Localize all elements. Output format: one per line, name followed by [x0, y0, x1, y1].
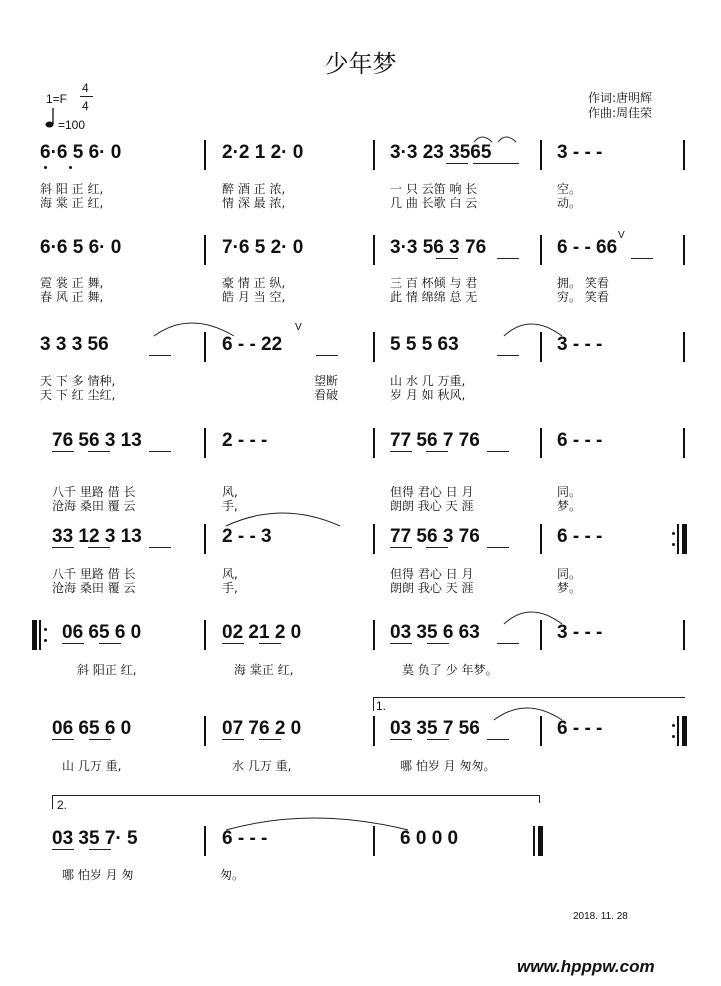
- measure-notes: 77 56 3 76: [390, 526, 480, 547]
- composer-credit: 作曲:周佳荣: [588, 106, 653, 120]
- lyric-line: 手,: [222, 581, 238, 595]
- lyric-line: 同。: [557, 567, 582, 581]
- measure-notes: 3 - - -: [557, 334, 603, 355]
- lyric-line: 山 几万 重,: [62, 759, 122, 773]
- measure-notes: 06 65 6 0: [52, 718, 132, 739]
- measure-notes: 3 3 3 56: [40, 334, 109, 355]
- lyric-line: 山 水 几 万重,: [390, 374, 466, 388]
- barline: [540, 524, 542, 554]
- lyric-line: 梦。: [557, 581, 582, 595]
- barline: [683, 140, 685, 170]
- measure-notes: 3·3 56 3 76: [390, 237, 487, 258]
- second-ending-label: 2.: [57, 798, 68, 812]
- measure-notes: 6 - - -: [557, 526, 603, 547]
- lyric-line: 动。: [557, 196, 582, 210]
- lyric-line: 一 只 云笛 响 长: [390, 182, 478, 196]
- repeat-end-barline: [682, 716, 687, 746]
- barline: [204, 428, 206, 458]
- lyric-line: 春 风 正 舞,: [40, 290, 104, 304]
- lyric-line: 梦。: [557, 499, 582, 513]
- measure-notes: 3 - - -: [557, 622, 603, 643]
- first-ending-label: 1.: [376, 699, 387, 713]
- time-signature-bottom: 4: [82, 99, 89, 113]
- barline: [373, 140, 375, 170]
- measure-notes: 5 5 5 63: [390, 334, 459, 355]
- measure-notes: 2·2 1 2· 0: [222, 142, 304, 163]
- lyric-line: 岁 月 如 秋风,: [390, 388, 466, 402]
- measure-notes: 33 12 3 13: [52, 526, 142, 547]
- lyric-line: 此 情 绵绵 总 无: [390, 290, 478, 304]
- lyric-line: 风,: [222, 485, 238, 499]
- barline: [204, 716, 206, 746]
- tie: [222, 506, 352, 528]
- barline: [683, 235, 685, 265]
- lyric-line: 望断: [314, 374, 339, 388]
- barline: [373, 428, 375, 458]
- measure-notes: 6 - - -: [222, 828, 268, 849]
- measure-notes: 2 - - -: [222, 430, 268, 451]
- measure-notes: 6 - - -: [557, 718, 603, 739]
- lyric-line: 豪 情 正 纵,: [222, 276, 286, 290]
- barline: [373, 332, 375, 362]
- barline: [204, 524, 206, 554]
- measure-notes: 3 - - -: [557, 142, 603, 163]
- lyricist-credit: 作词:唐明辉: [588, 91, 653, 105]
- slur: [470, 130, 530, 144]
- repeat-end-barline: [682, 524, 687, 554]
- lyric-line: 天 下 多 情种,: [40, 374, 116, 388]
- time-signature-top: 4: [82, 81, 89, 95]
- lyric-line: 海 棠 正 红,: [40, 196, 104, 210]
- barline: [677, 716, 679, 746]
- breath-mark: V: [295, 322, 302, 333]
- barline: [540, 140, 542, 170]
- measure-notes: 07 76 2 0: [222, 718, 302, 739]
- measure-notes: 77 56 7 76: [390, 430, 480, 451]
- measure-notes: 06 65 6 0: [62, 622, 142, 643]
- key-signature: 1=F: [46, 92, 68, 106]
- lyric-line: 但得 君心 日 月: [390, 567, 474, 581]
- lyric-line: 穷。 笑看: [557, 290, 609, 304]
- date-stamp: 2018. 11. 28: [573, 911, 628, 922]
- lyric-line: 拥。 笑看: [557, 276, 609, 290]
- repeat-start-barline: [32, 620, 37, 650]
- measure-notes: 6 - - 22: [222, 334, 283, 355]
- lyric-line: 斜 阳 正 红,: [40, 182, 104, 196]
- lyric-line: 水 几万 重,: [232, 759, 292, 773]
- barline: [373, 716, 375, 746]
- first-ending-bracket: [373, 697, 685, 698]
- second-ending-bracket: [52, 795, 540, 796]
- lyric-line: 斜 阳正 红,: [77, 663, 137, 677]
- lyric-line: 情 深 最 浓,: [222, 196, 286, 210]
- barline: [373, 524, 375, 554]
- lyric-line: 风,: [222, 567, 238, 581]
- barline: [204, 140, 206, 170]
- lyric-line: 空。: [557, 182, 582, 196]
- measure-notes: 3·3 23 3565: [390, 142, 492, 163]
- lyric-line: 看破: [314, 388, 339, 402]
- barline: [540, 235, 542, 265]
- barline: [533, 826, 535, 856]
- lyric-line: 几 曲 长歌 白 云: [390, 196, 478, 210]
- measure-notes: 6 0 0 0: [400, 828, 459, 849]
- watermark: www.hpppw.com: [517, 957, 655, 976]
- slur: [500, 316, 580, 338]
- measure-notes: 03 35 7· 5: [52, 828, 138, 849]
- measure-notes: 03 35 7 56: [390, 718, 480, 739]
- barline: [683, 428, 685, 458]
- tie: [222, 810, 422, 832]
- breath-mark: V: [618, 230, 625, 241]
- lyric-line: 醉 酒 正 浓,: [222, 182, 286, 196]
- slur: [490, 700, 580, 722]
- quarter-note-icon: [44, 106, 58, 130]
- barline: [677, 524, 679, 554]
- lyric-line: 天 下 红 尘红,: [40, 388, 116, 402]
- measure-notes: 76 56 3 13: [52, 430, 142, 451]
- measure-notes: 6·6 5 6· 0: [40, 142, 122, 163]
- slur: [150, 316, 250, 338]
- barline: [683, 620, 685, 650]
- lyric-line: 手,: [222, 499, 238, 513]
- barline: [683, 332, 685, 362]
- lyric-line: 朗朗 我心 天 涯: [390, 499, 474, 513]
- lyric-line: 沧海 桑田 覆 云: [52, 581, 136, 595]
- slur: [500, 604, 580, 626]
- final-barline: [538, 826, 543, 856]
- barline: [204, 620, 206, 650]
- measure-notes: 6·6 5 6· 0: [40, 237, 122, 258]
- lyric-line: 同。: [557, 485, 582, 499]
- song-title: 少年梦: [324, 50, 397, 78]
- measure-notes: 6 - - -: [557, 430, 603, 451]
- lyric-line: 皓 月 当 空,: [222, 290, 286, 304]
- lyric-line: 匆。: [220, 868, 245, 882]
- lyric-line: 霓 裳 正 舞,: [40, 276, 104, 290]
- lyric-line: 朗朗 我心 天 涯: [390, 581, 474, 595]
- measure-notes: 2 - - 3: [222, 526, 272, 547]
- barline: [373, 620, 375, 650]
- tempo-marking: =100: [58, 118, 86, 132]
- lyric-line: 沧海 桑田 覆 云: [52, 499, 136, 513]
- lyric-line: 八千 里路 借 长: [52, 485, 136, 499]
- barline: [373, 235, 375, 265]
- lyric-line: 但得 君心 日 月: [390, 485, 474, 499]
- measure-notes: 02 21 2 0: [222, 622, 302, 643]
- lyric-line: 三 百 杯倾 与 君: [390, 276, 478, 290]
- lyric-line: 莫 负了 少 年梦。: [402, 663, 498, 677]
- lyric-line: 八千 里路 借 长: [52, 567, 136, 581]
- lyric-line: 海 棠正 红,: [234, 663, 294, 677]
- barline: [204, 826, 206, 856]
- lyric-line: 哪 怕岁 月 匆匆。: [400, 759, 496, 773]
- measure-notes: 6 - - 66: [557, 237, 618, 258]
- barline: [204, 235, 206, 265]
- measure-notes: 03 35 6 63: [390, 622, 480, 643]
- measure-notes: 7·6 5 2· 0: [222, 237, 304, 258]
- barline: [540, 428, 542, 458]
- lyric-line: 哪 怕岁 月 匆: [62, 868, 134, 882]
